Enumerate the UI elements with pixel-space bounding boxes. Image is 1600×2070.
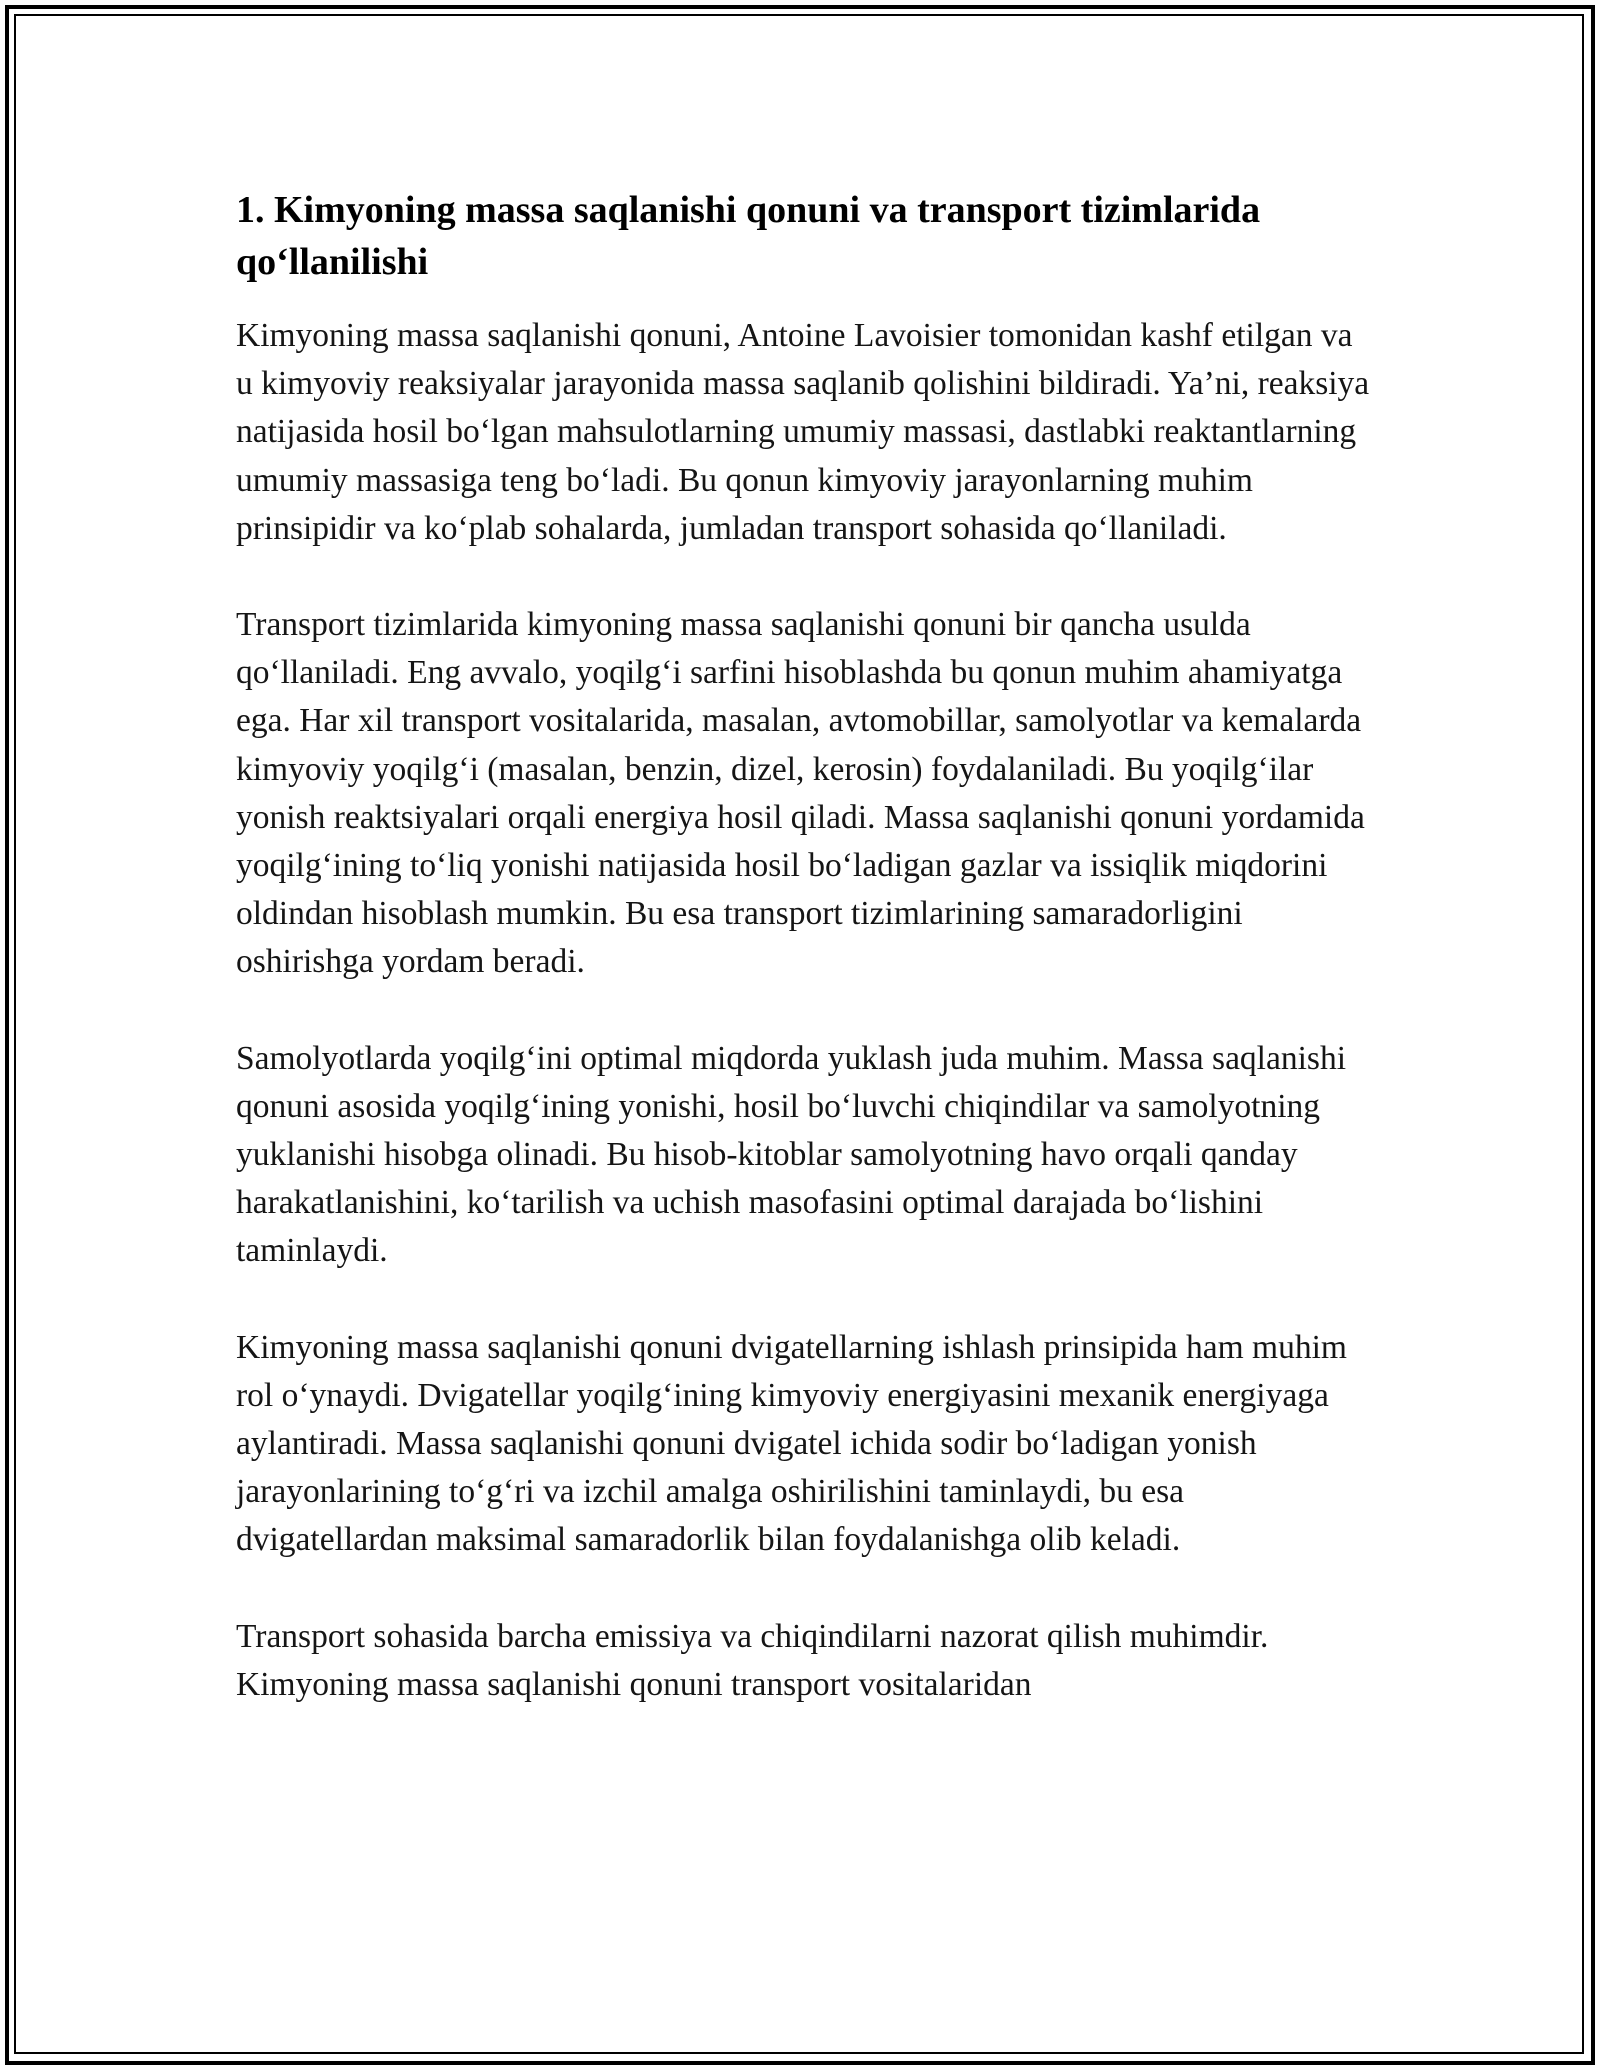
document-body: [236, 184, 1376, 1757]
section-heading: 1. Kimyoning massa saqlanishi qonuni va transport tizimlarida qo‘llanilishi: [236, 189, 1261, 283]
paragraph-2: Transport tizimlarida kimyoning massa saqlanishi qonuni bir qancha usulda qo‘llaniladi. Eng avvalo, yoqilg‘i sarfini hisoblashda bu qonun muhim ahamiyatga ega. Har xil transport vositalarida, masalan, avtomobillar, samolyotlar va kemalarda kimyoviy yoqilg‘i (masalan, benzin, dizel, kerosin) foydalaniladi. Bu yoqilg‘ilar yonish reaktsiyalari orqali energiya hosil qiladi. Massa saqlanishi qonuni yordamida yoqilg‘ining to‘liq yonishi natijasida hosil bo‘ladigan gazlar va issiqlik miqdorini oldindan hisoblash mumkin. Bu esa transport tizimlarining samaradorligini oshirishga yordam beradi.: [236, 606, 1365, 981]
paragraph-3: Samolyotlarda yoqilg‘ini optimal miqdorda yuklash juda muhim. Massa saqlanishi qonuni asosida yoqilg‘ining yonishi, hosil bo‘luvchi chiqindilar va samolyotning yuklanishi hisobga olinadi. Bu hisob-kitoblar samolyotning havo orqali qanday harakatlanishini, ko‘tarilish va uchish masofasini optimal darajada bo‘lishini taminlaydi.: [236, 1039, 1347, 1270]
paragraph-1: Kimyoning massa saqlanishi qonuni, Antoine Lavoisier tomonidan kashf etilgan va u kimyoviy reaksiyalar jarayonida massa saqlanib qolishini bildiradi. Ya’ni, reaksiya natijasida hosil bo‘lgan mahsulotlarning umumiy massasi, dastlabki reaktantlarning umumiy massasiga teng bo‘ladi. Bu qonun kimyoviy jarayonlarning muhim prinsipidir va ko‘plab sohalarda, jumladan transport sohasida qo‘llaniladi.: [236, 317, 1370, 547]
paragraph-5: Transport sohasida barcha emissiya va chiqindilarni nazorat qilish muhimdir. Kimyoning massa saqlanishi qonuni transport vositalaridan: [236, 1617, 1269, 1703]
paragraph-4: Kimyoning massa saqlanishi qonuni dvigatellarning ishlash prinsipida ham muhim rol o‘ynaydi. Dvigatellar yoqilg‘ining kimyoviy energiyasini mexanik energiyaga aylantiradi. Massa saqlanishi qonuni dvigatel ichida sodir bo‘ladigan yonish jarayonlarining to‘g‘ri va izchil amalga oshirilishini taminlaydi, bu esa dvigatellardan maksimal samaradorlik bilan foydalanishga olib keladi.: [236, 1328, 1347, 1559]
